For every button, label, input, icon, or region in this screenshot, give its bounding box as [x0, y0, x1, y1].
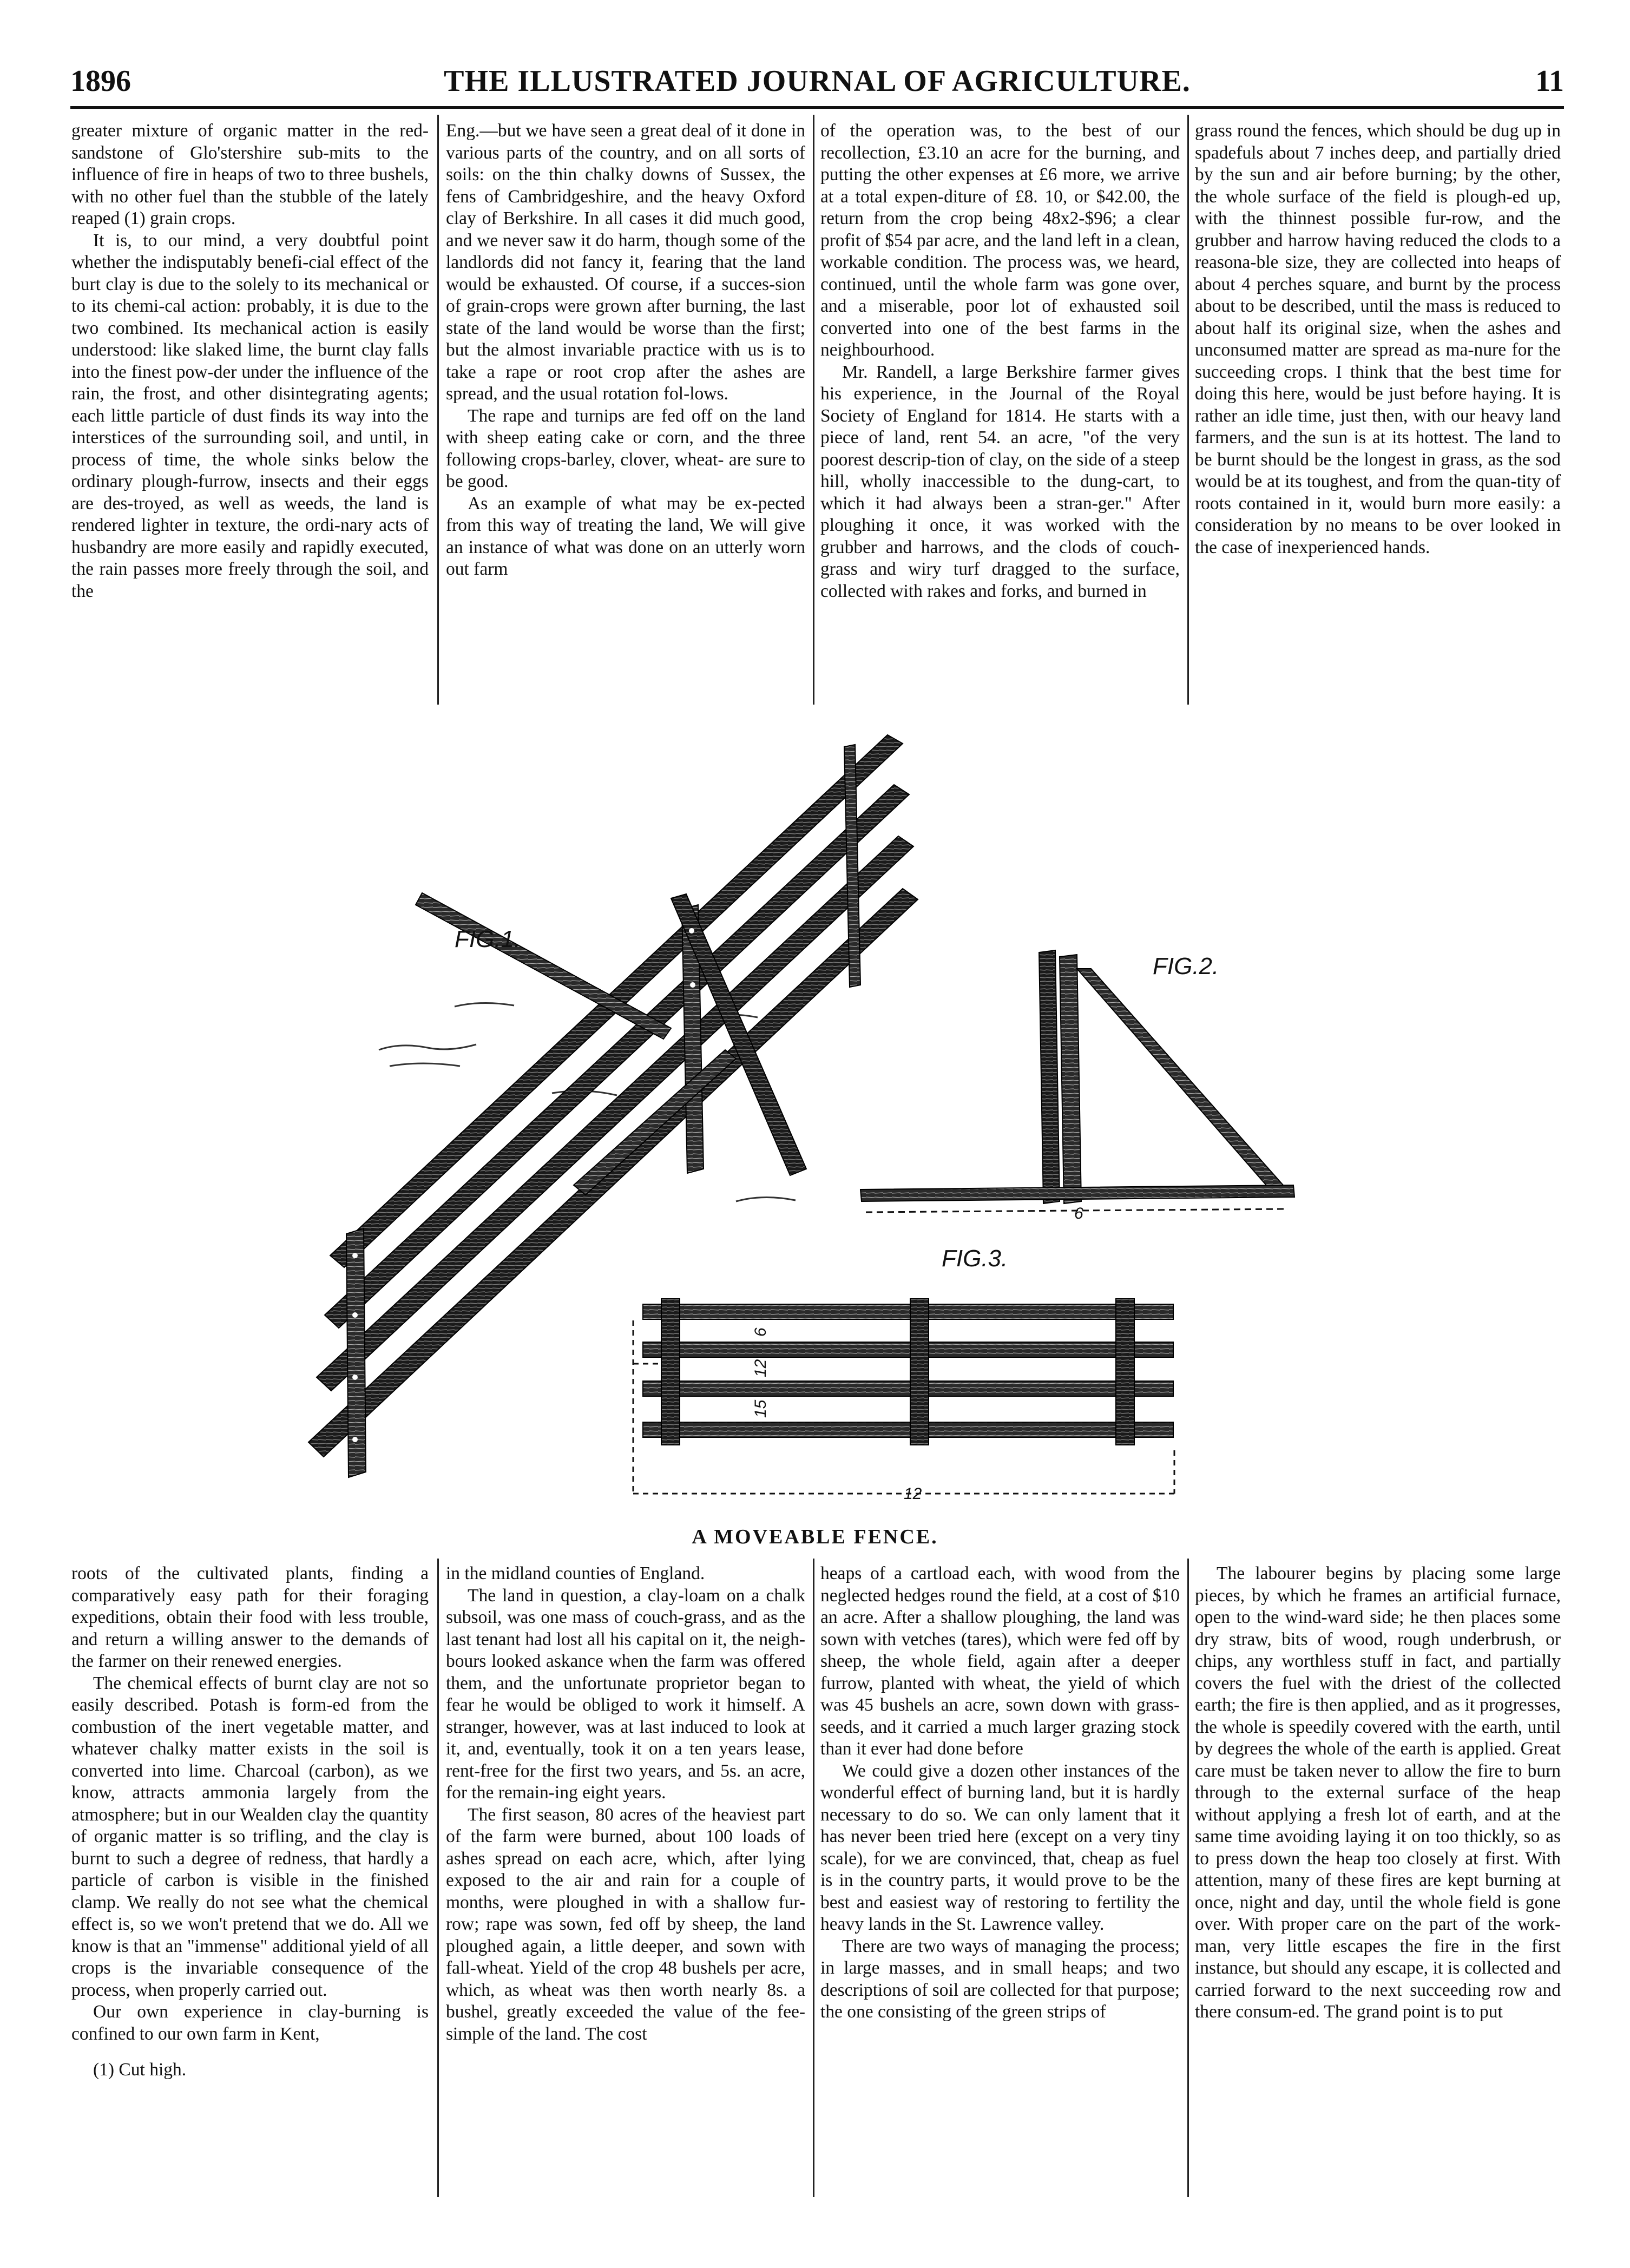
fig3-dimension: 12	[904, 1485, 922, 1503]
paragraph: Mr. Randell, a large Berkshire farmer gives his experience, in the Journal of the Royal Society of England for 1814. He starts with a piece of land, rent 54. an acre, "of the very poorest descrip-tion of clay, on the side of a steep hill, wholly inaccessible to the dung-cart, to which it had always been a stran-ger." After ploughing it once, it was worked with the grubber and harrows, and the clods of couch-grass and wiry turf dragged to the surface, collected with rakes and forks, and burned in	[820, 361, 1180, 601]
fig3-side-dim: 6	[752, 1327, 770, 1337]
bottom-column-4	[1195, 1563, 1561, 2023]
top-column-2	[446, 120, 805, 581]
paragraph: The rape and turnips are fed off on the land with sheep eating cake or corn, and the three following crops-barley, clover, wheat- are sure to be good.	[446, 405, 805, 491]
column-rule	[437, 1559, 439, 2197]
paragraph: Our own experience in clay-burning is confined to our own farm in Kent,	[71, 2002, 429, 2044]
paragraph: of the operation was, to the best of our recollection, £3.10 an acre for the burning, and putting the other expenses at £6 more, we arrive at a total expen-diture of £8. 10, or $42.00, the return from the crop being 48x2-$96; a clear profit of $54 par acre, and the land left in a clean, workable condition. The process was, we heard, continued, until the whole farm was gone over, and a miserable, poor lot of exhausted soil converted into one of the best farms in the neighbourhood.	[820, 121, 1180, 360]
header-rule	[70, 106, 1564, 109]
paragraph: We could give a dozen other instances of the wonderful effect of burning land, but it is hardly necessary to do so. We can only lament that it has never been tried here (except on a very tiny scale), for we are convinced, that, cheap as fuel is in the country parts, it would prove to be the best and easiest way of restoring to fertility the heavy lands in the St. Lawrence valley.	[820, 1760, 1180, 1934]
paragraph: It is, to our mind, a very doubtful point whether the indisputably benefi-cial effect of the burt clay is due to the solely to its mechanical or to its chemi-cal action: probably, it is due to the two combined. Its mechanical action is easily understood: like slaked lime, the burnt clay falls into the finest pow-der under the influence of the rain, the frost, and other disintegrating agents; each little particle of dust finds its way into the interstices of the surrounding soil, and until, in process of time, the whole sinks below the ordinary plough-furrow, insects and their eggs are des-troyed, as well as weeds, the land is rendered lighter in texture, the ordi-nary acts of husbandry are more easily and rapidly executed, the rain passes more freely through the soil, and the	[71, 230, 429, 601]
top-column-1	[71, 120, 429, 602]
figure-caption: A MOVEABLE FENCE.	[692, 1526, 938, 1548]
paragraph: The first season, 80 acres of the heaviest part of the farm were burned, about 100 loads of ashes spread on each acre, which, after lying exposed to the air and rain for a couple of months, were ploughed in with a shallow fur-row; rape was sown, fed off by sheep, the land ploughed again, a little deeper, and sown with fall-wheat. Yield of the crop 48 bushels per acre, which, as wheat was then worth nearly 8s. a bushel, greatly exceeded the value of the fee-simple of the land. The cost	[446, 1804, 805, 2044]
fig1-fence	[308, 735, 918, 1477]
bottom-column-2	[446, 1563, 805, 2045]
paragraph: roots of the cultivated plants, finding a comparatively easy path for their foraging expeditions, obtain their food with less trouble, and return a willing answer to the demands of the farmer on their renewed energies.	[71, 1563, 429, 1671]
paragraph: grass round the fences, which should be dug up in spadefuls about 7 inches deep, and partially dried by the sun and air before burning; by the other, the whole surface of the field is plough-ed up, with the thinnest possible fur-row, and the grubber and harrow having reduced the clods to a reasona-ble size, they are collected into heaps of about 4 perches square, and burnt by the process about to be described, until the mass is reduced to about half its original size, when the ashes and unconsumed matter are spread as ma-nure for the succeeding crops. I think that the best time for doing this here, would be just before haying. It is rather an idle time, just then, with our heavy land farmers, and the sun is at its hottest. The land to be burnt should be the longest in grass, as the sod would be at its toughest, and from the quan-tity of roots contained in it, would burn more easily: a consideration by no means to be over looked in the case of inexperienced hands.	[1195, 121, 1561, 557]
fig1-label: FIG.1.	[455, 926, 521, 952]
column-rule	[1187, 1559, 1189, 2197]
column-rule	[813, 115, 814, 705]
running-head	[70, 64, 1564, 102]
bottom-column-3	[820, 1563, 1180, 2023]
fig2-label: FIG.2.	[1153, 953, 1219, 979]
top-column-4	[1195, 120, 1561, 558]
paragraph: heaps of a cartload each, with wood from the neglected hedges round the field, at a cost of $10 an acre. After a shallow ploughing, the land was sown with vetches (tares), which were fed off by sheep, the whole field, again after a deeper furrow, planted with wheat, the yield of which was 45 bushels an acre, sown down with grass-seeds, and it carried a much larger grazing stock than it ever had done before	[820, 1563, 1180, 1759]
top-column-3	[820, 120, 1180, 602]
paragraph: Eng.—but we have seen a great deal of it done in various parts of the country, and on all sorts of soils: on the thin chalky downs of Sussex, the fens of Cambridgeshire, and the heavy Oxford clay of Berkshire. In all cases it did much good, and we never saw it do harm, though some of the landlords did not fancy it, fearing that the land would be exhausted. Of course, if a succes-sion of grain-crops were grown after burning, the last state of the land would be worse than the first; but the almost invariable practice with us is to take a rape or root crop after the ashes are spread, and the usual rotation fol-lows.	[446, 121, 805, 404]
fig2-frame	[860, 950, 1294, 1212]
fig3-label: FIG.3.	[942, 1245, 1008, 1272]
paragraph: greater mixture of organic matter in the red-sandstone of Glo'stershire sub-mits to the influence of fire in heaps of two to three bushels, with no other fuel than the stubble of the lately reaped (1) grain crops.	[71, 121, 429, 228]
fig3-side-dim: 12	[752, 1359, 770, 1377]
paragraph: The land in question, a clay-loam on a chalk subsoil, was one mass of couch-grass, and as the last tenant had lost all his capital on it, the neigh-bours looked askance when the farm was offered them, and the unfortunate proprietor began to fear he would be obliged to work it himself. A stranger, however, was at last induced to look at it, and, eventually, took it on a ten years lease, rent-free for the first two years, and 5s. an acre, for the remain-ing eight years.	[446, 1585, 805, 1803]
paragraph: The labourer begins by placing some large pieces, by which he frames an artificial furnace, open to the wind-ward side; he then places some dry straw, bits of wood, rough underbrush, or chips, any worthless stuff in fact, and partially covers the fuel with the driest of the collected earth; the fire is then applied, and as it progresses, the whole is speedily covered with the earth, until by degrees the whole of the earth is applied. Great care must be taken never to allow the fire to burn through to the external surface of the heap without applying a fresh lot of earth, and at the same time avoiding laying it on too thickly, so as to press down the heap too closely at first. With attention, many of these fires are kept burning at once, night and day, until the whole field is gone over. With proper care on the part of the work-man, very little escapes the fire in the first instance, but should any escape, it is collected and carried forward to the next succeeding row and there consum-ed. The grand point is to put	[1195, 1563, 1561, 2022]
bottom-column-1	[71, 1563, 429, 2081]
fig2-dimension: 6	[1074, 1205, 1083, 1222]
fig3-side-dim: 15	[752, 1399, 770, 1418]
page-number: 11	[1535, 64, 1564, 98]
paragraph: The chemical effects of burnt clay are not so easily described. Potash is form-ed from the combustion of the inert vegetable matter, and whatever chalky matter exists in the soil is converted into lime. Charcoal (carbon), as we know, attracts ammonia largely from the atmosphere; but in our Wealden clay the quantity of organic matter is so trifling, and the clay is burnt to such a degree of redness, that hardly a particle of carbon is visible in the finished clamp. We really do not see what the chemical effect is, so we won't pretend that we do. All we know is that an "immense" additional yield of all crops is the invariable consequence of the process, when properly carried out.	[71, 1673, 429, 2000]
moveable-fence-illustration	[0, 714, 1630, 1515]
header-year: 1896	[70, 64, 131, 98]
paragraph: As an example of what may be ex-pected from this way of treating the land, We will give an instance of what was done on an utterly worn out farm	[446, 493, 805, 579]
footnote: (1) Cut high.	[93, 2060, 187, 2080]
paragraph: There are two ways of managing the process; in large masses, and in small heaps; and two descriptions of soil are collected for that purpose; the one consisting of the green strips of	[820, 1936, 1180, 2022]
column-rule	[813, 1559, 814, 2197]
column-rule	[437, 115, 439, 705]
fig3-panel	[633, 1299, 1174, 1494]
paragraph: in the midland counties of England.	[446, 1563, 705, 1583]
column-rule	[1187, 115, 1189, 705]
journal-title: THE ILLUSTRATED JOURNAL OF AGRICULTURE.	[444, 64, 1191, 98]
